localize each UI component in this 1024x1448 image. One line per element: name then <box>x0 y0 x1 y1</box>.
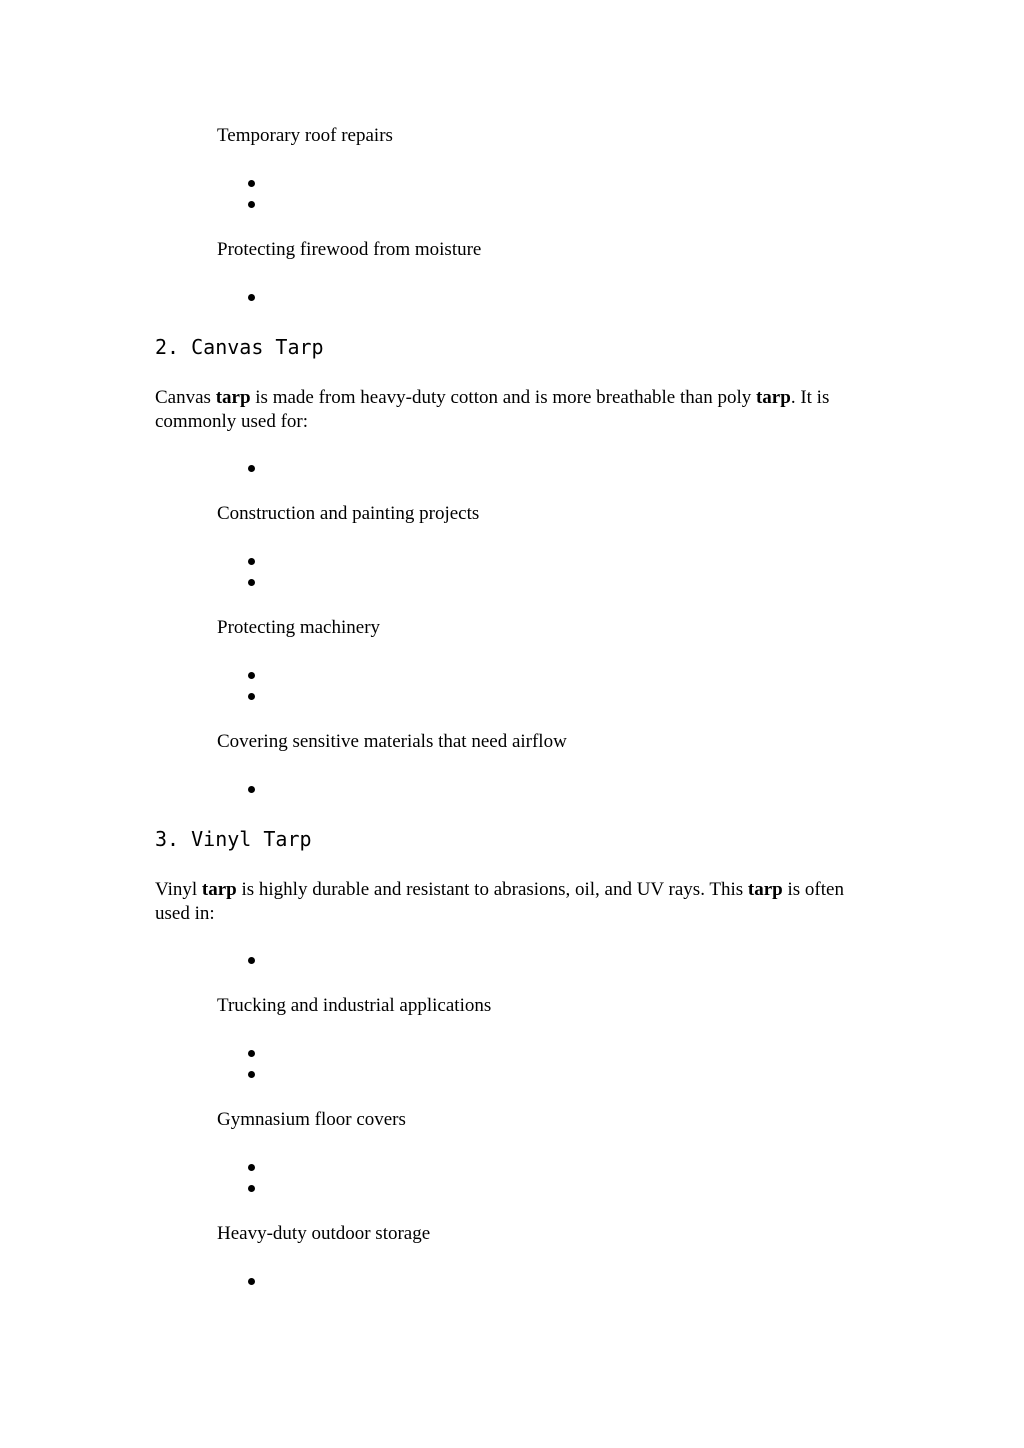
bullet-icon <box>248 294 255 301</box>
bold-term: tarp <box>747 879 783 900</box>
list-item-text: Construction and painting projects <box>217 503 480 524</box>
bullet-icon <box>248 1278 255 1285</box>
bullet-icon <box>248 465 255 472</box>
section-heading-canvas-tarp: 2. Canvas Tarp <box>155 335 324 359</box>
list-item-text: Covering sensitive materials that need airflow <box>217 731 567 752</box>
bullet-icon <box>248 672 255 679</box>
bold-term: tarp <box>215 387 251 408</box>
list-item-text: Protecting machinery <box>217 617 381 638</box>
bullet-icon <box>248 558 255 565</box>
bullet-icon <box>248 579 255 586</box>
section-paragraph-vinyl-tarp: Vinyl tarp is highly durable and resistant to abrasions, oil, and UV rays. This tarp is often used in: <box>155 879 844 924</box>
bullet-icon <box>248 957 255 964</box>
bold-term: tarp <box>755 387 791 408</box>
bullet-icon <box>248 786 255 793</box>
bold-term: tarp <box>201 879 237 900</box>
bullet-icon <box>248 180 255 187</box>
list-item-text: Protecting firewood from moisture <box>217 239 482 260</box>
section-heading-vinyl-tarp: 3. Vinyl Tarp <box>155 827 312 851</box>
list-item-text: Heavy-duty outdoor storage <box>217 1223 431 1244</box>
list-item-text: Trucking and industrial applications <box>217 995 492 1016</box>
bullet-icon <box>248 1071 255 1078</box>
section-paragraph-canvas-tarp: Canvas tarp is made from heavy-duty cotton and is more breathable than poly tarp. It is commonly used for: <box>155 387 830 432</box>
bullet-icon <box>248 201 255 208</box>
bullet-icon <box>248 1050 255 1057</box>
bullet-icon <box>248 1185 255 1192</box>
list-item-text: Temporary roof repairs <box>217 125 393 146</box>
list-item-text: Gymnasium floor covers <box>217 1109 406 1130</box>
bullet-icon <box>248 1164 255 1171</box>
bullet-icon <box>248 693 255 700</box>
